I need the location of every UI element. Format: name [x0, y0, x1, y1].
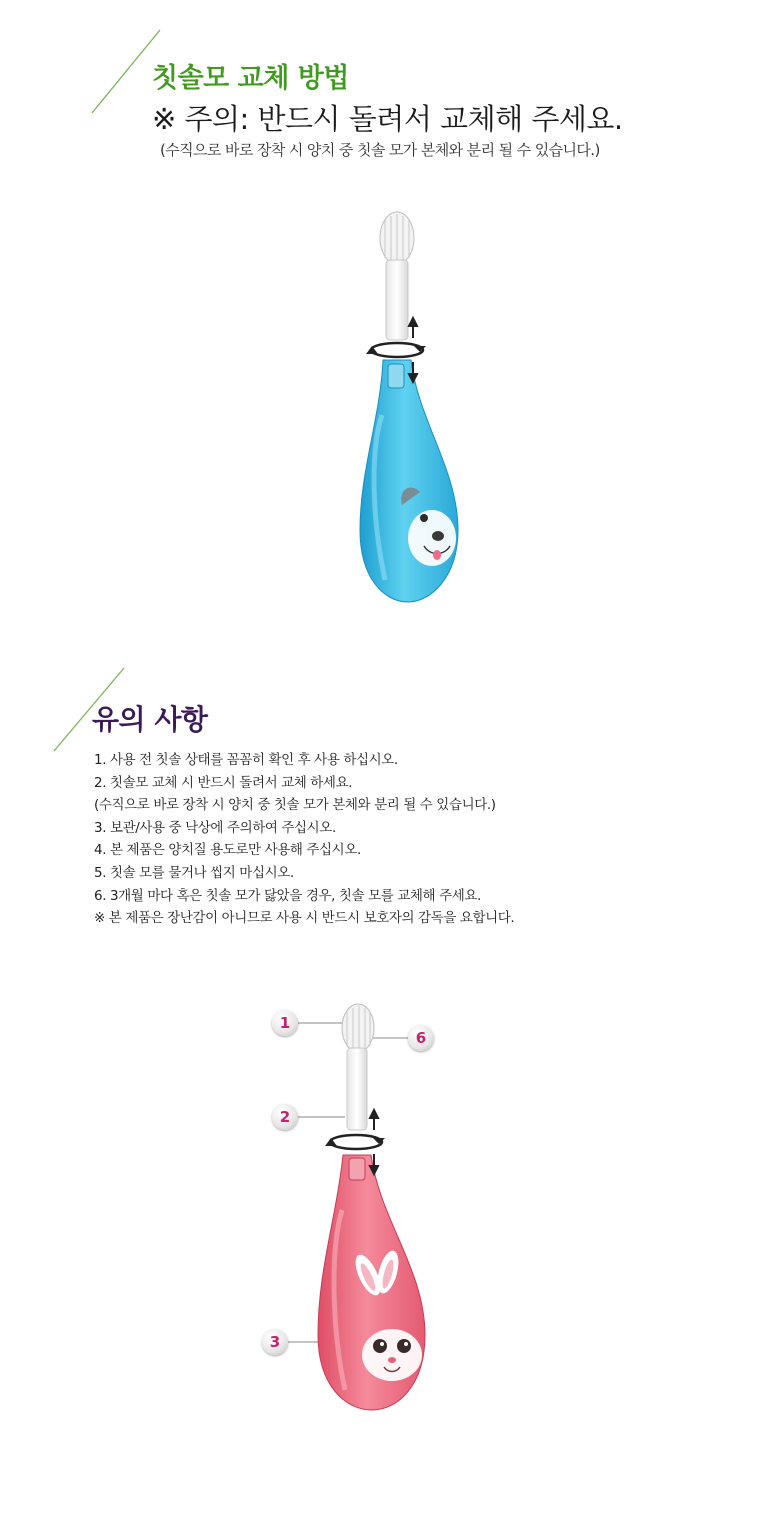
callout-badge-1: 1	[272, 1010, 298, 1036]
precautions-list	[94, 749, 514, 930]
brush-head	[342, 1004, 374, 1130]
list-item: ※ 본 제품은 장난감이 아니므로 사용 시 반드시 보호자의 감독을 요합니다.	[94, 910, 515, 927]
list-item: (수직으로 바로 장착 시 양치 중 칫솔 모가 본체와 분리 될 수 있습니다.)	[94, 797, 496, 814]
rotate-arrow-icon	[366, 343, 426, 357]
pink-toothbrush-illustration	[0, 990, 780, 1430]
replacement-title: 칫솔모 교체 방법	[152, 63, 349, 94]
list-item: 3. 보관/사용 중 낙상에 주의하여 주십시오.	[94, 819, 336, 836]
list-item: 6. 3개월 마다 혹은 칫솔 모가 닳았을 경우, 칫솔 모를 교체해 주세요.	[94, 887, 481, 904]
callout-badge-6: 6	[408, 1025, 434, 1051]
rotate-arrow-icon	[325, 1135, 385, 1149]
blue-toothbrush-illustration	[0, 200, 780, 620]
list-item: 2. 칫솔모 교체 시 반드시 돌려서 교체 하세요.	[94, 774, 353, 791]
callout-badge-2: 2	[272, 1104, 298, 1130]
list-item: 4. 본 제품은 양치질 용도로만 사용해 주십시오.	[94, 842, 361, 859]
replacement-note: (수직으로 바로 장착 시 양치 중 칫솔 모가 본체와 분리 될 수 있습니다.)	[160, 141, 600, 159]
replacement-warning: ※ 주의: 반드시 돌려서 교체해 주세요.	[152, 102, 623, 136]
list-item: 1. 사용 전 칫솔 상태를 꼼꼼히 확인 후 사용 하십시오.	[94, 752, 398, 768]
brush-head	[380, 212, 414, 340]
callout-badge-3: 3	[262, 1329, 288, 1355]
list-item: 5. 칫솔 모를 물거나 씹지 마십시오.	[94, 864, 294, 881]
precautions-title: 유의 사항	[92, 703, 208, 736]
